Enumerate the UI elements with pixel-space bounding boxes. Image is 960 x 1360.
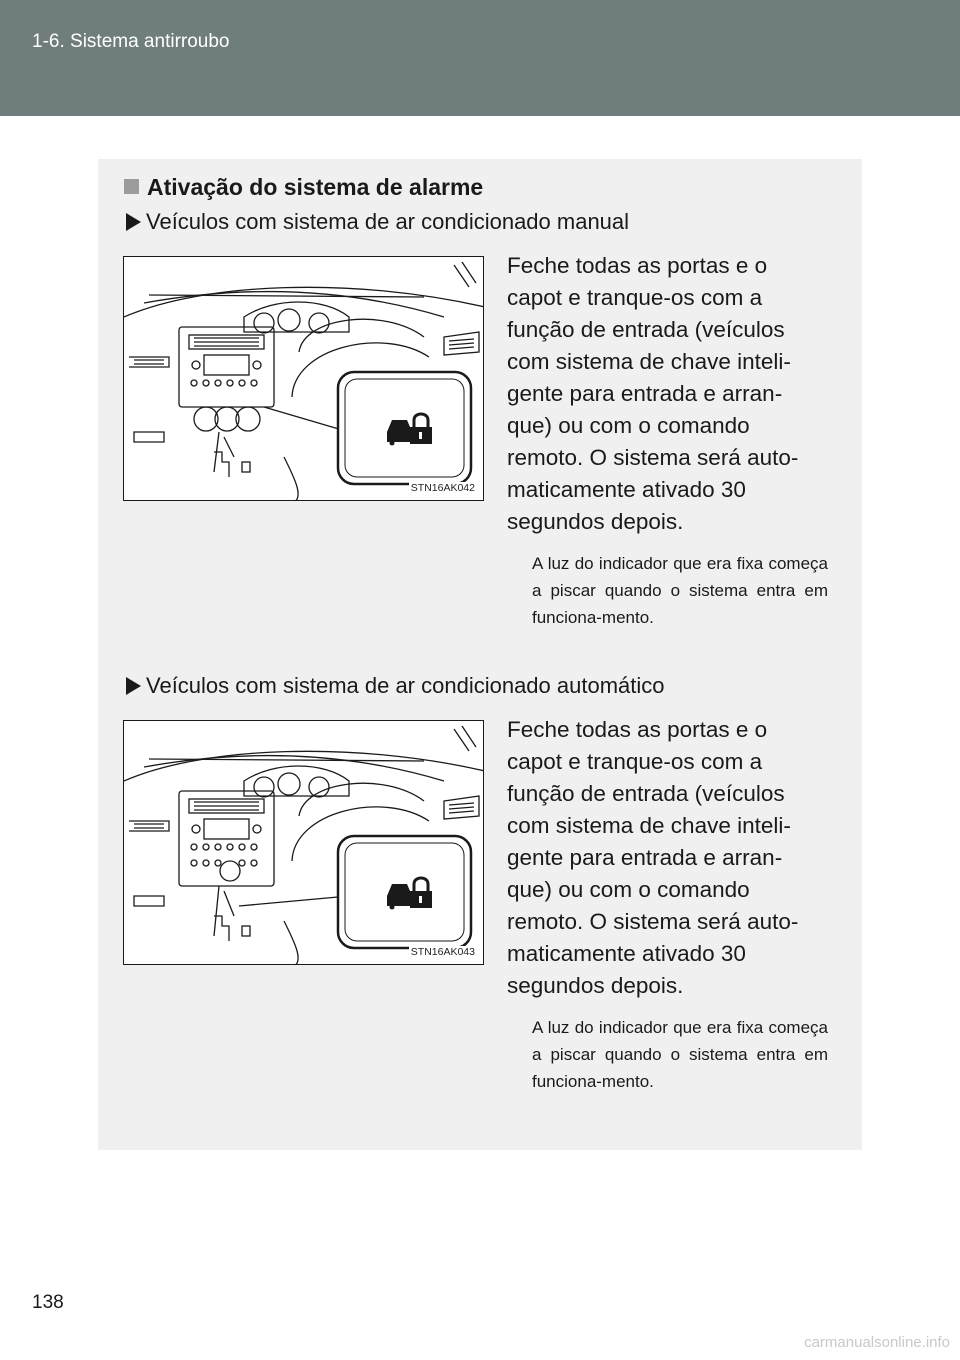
car-lock-indicator-icon: [124, 721, 484, 965]
car-lock-indicator-icon: [124, 257, 484, 501]
watermark: carmanualsonline.info: [804, 1334, 950, 1351]
square-bullet-icon: [124, 179, 139, 194]
dashboard-illustration-automatic-ac: [123, 720, 484, 965]
indicator-note: A luz do indicador que era fixa começa a piscar quando o sistema entra em funciona-mento.: [532, 554, 828, 627]
triangle-bullet-icon: [126, 213, 141, 231]
chapter-title: 1-6. Sistema antirroubo: [32, 31, 230, 52]
section-heading-text: Ativação do sistema de alarme: [147, 174, 484, 200]
indicator-note: A luz do indicador que era fixa começa a piscar quando o sistema entra em funciona-mento.: [532, 1018, 828, 1091]
subheading-text: Veículos com sistema de ar condicionado manual: [146, 209, 630, 234]
page-number: 138: [32, 1292, 64, 1313]
figure-code: STN16AK043: [410, 946, 475, 958]
dashboard-illustration-manual-ac: [123, 256, 484, 501]
triangle-bullet-icon: [126, 677, 141, 695]
instruction-text: Feche todas as portas e o capot e tranque-os com a função de entrada (veículos com sistema de chave inteli-gente para entrada e arran-que) ou com o comando remoto. O sistema será auto-maticamente ativado 30 segundos depois.: [507, 253, 799, 534]
figure-code: STN16AK042: [410, 482, 475, 494]
instruction-text: Feche todas as portas e o capot e tranque-os com a função de entrada (veículos com sistema de chave inteli-gente para entrada e arran-que) ou com o comando remoto. O sistema será auto-maticamente ativado 30 segundos depois.: [507, 717, 799, 998]
section-heading: [124, 174, 483, 201]
subheading-automatic-ac: [126, 673, 665, 699]
subheading-manual-ac: [126, 209, 629, 235]
page-header: [0, 0, 960, 116]
subheading-text: Veículos com sistema de ar condicionado automático: [146, 673, 665, 698]
